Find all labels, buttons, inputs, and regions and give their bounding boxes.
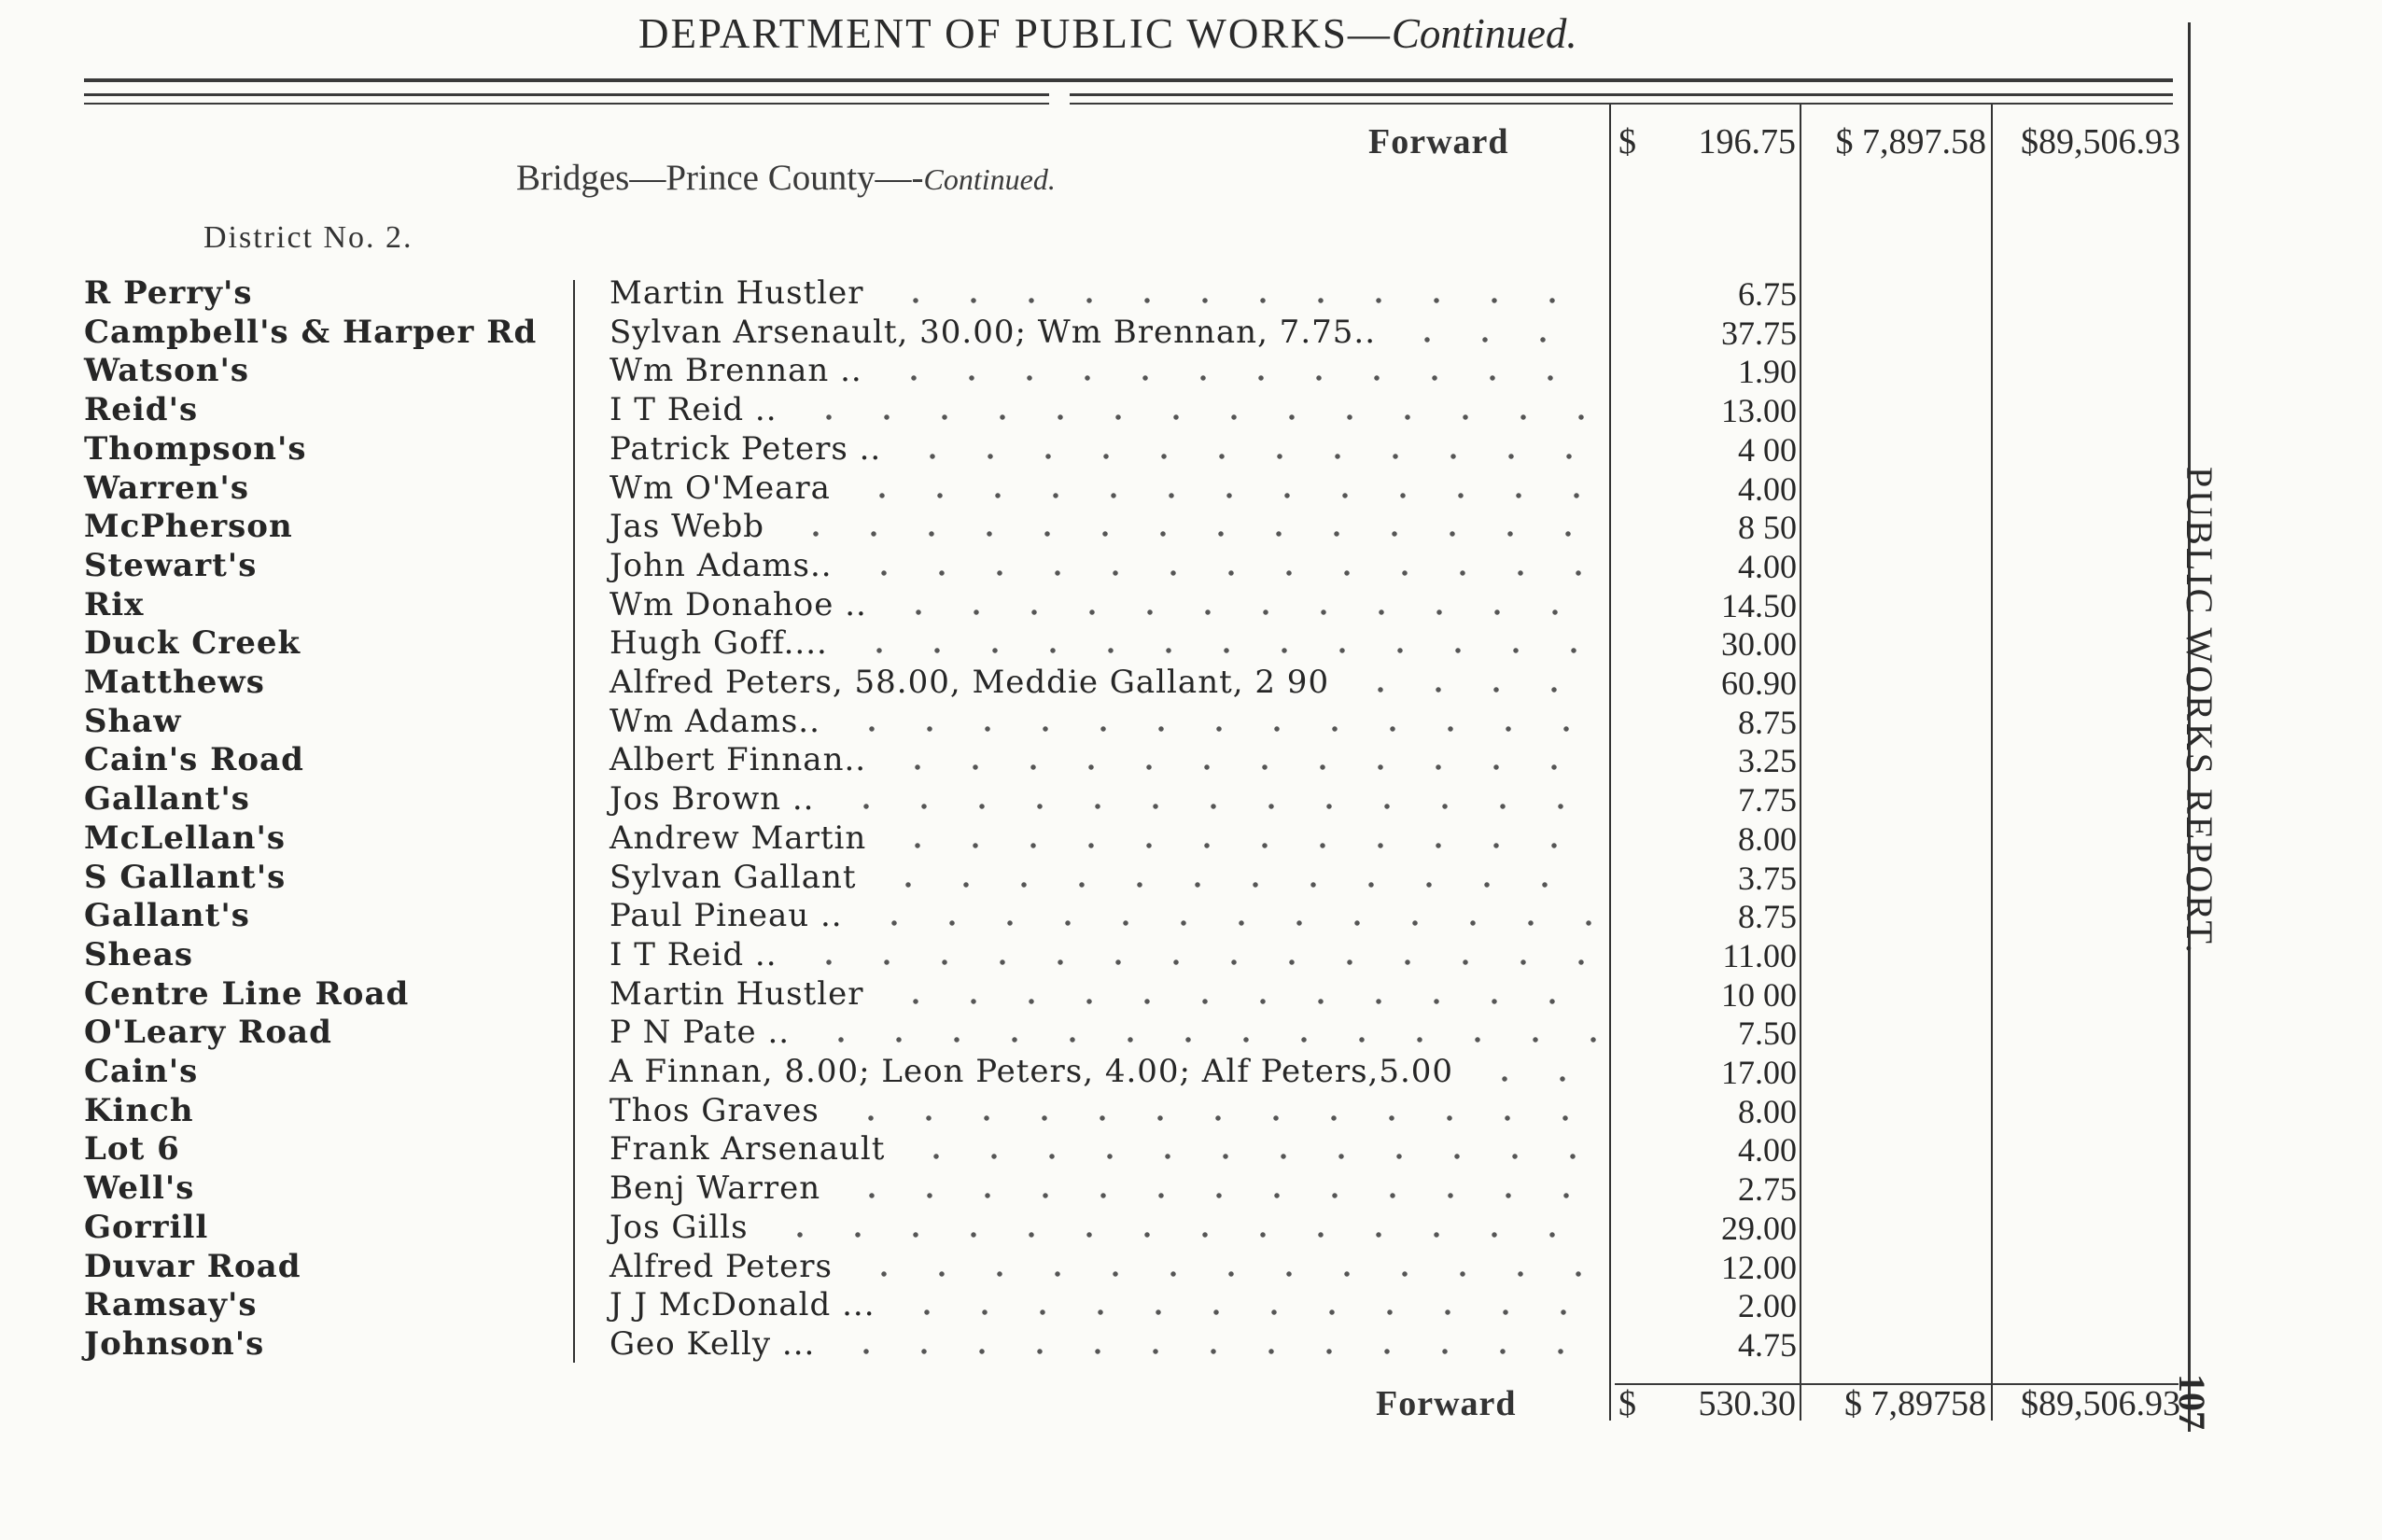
district-heading: District No. 2. [203, 220, 413, 255]
forward-bottom-col2: $ 7,89758 [1844, 1384, 1986, 1423]
dot-leader [1476, 1075, 1598, 1083]
row-location: Cain's Road [84, 741, 304, 779]
dot-leader [885, 374, 1598, 382]
forward-top-col3: $89,506.93 [2021, 122, 2180, 161]
table-row [0, 586, 2382, 625]
row-amount: 4.00 [1738, 1131, 1797, 1169]
dot-leader [879, 881, 1598, 889]
row-payee: Alfred Peters [610, 1247, 833, 1285]
row-payee: Sylvan Gallant [610, 858, 857, 896]
row-location: Stewart's [84, 546, 258, 584]
row-location: Well's [84, 1169, 195, 1208]
row-payee: I T Reid .. [610, 391, 778, 429]
row-payee: Jos Gills [610, 1208, 749, 1246]
row-amount: 30.00 [1721, 625, 1797, 664]
section-subheading-text: Bridges—Prince County—- [516, 158, 924, 198]
table-row [0, 1130, 2382, 1169]
row-amount: 3.25 [1738, 742, 1797, 780]
dot-leader [842, 1114, 1598, 1122]
forward-bottom-col3: $89,506.93 [2021, 1384, 2180, 1423]
row-amount: 37.75 [1721, 314, 1797, 352]
row-amount: 4.00 [1738, 547, 1797, 585]
row-amount: 4.00 [1738, 469, 1797, 508]
row-amount: 7.50 [1738, 1015, 1797, 1053]
row-location: Gallant's [84, 897, 250, 935]
row-location: S Gallant's [84, 858, 287, 896]
row-payee: Wm Brennan .. [610, 352, 862, 390]
row-location: Johnson's [84, 1324, 265, 1363]
table-row [0, 1092, 2382, 1131]
page-header [638, 9, 1577, 58]
row-payee: Jas Webb [610, 508, 764, 546]
row-payee: A Finnan, 8.00; Leon Peters, 4.00; Alf Peters,5.00 [610, 1053, 1454, 1090]
dot-leader [889, 842, 1598, 849]
row-amount: 3.75 [1738, 859, 1797, 897]
table-row [0, 859, 2382, 898]
row-amount: 1.90 [1738, 353, 1797, 391]
row-amount: 8 50 [1738, 509, 1797, 547]
row-amount: 12.00 [1721, 1248, 1797, 1286]
table-row [0, 1325, 2382, 1365]
row-payee: Paul Pineau .. [610, 897, 843, 935]
forward-top-dollar: $ [1618, 122, 1636, 161]
row-location: Shaw [84, 702, 182, 740]
dot-leader [887, 998, 1598, 1005]
row-payee: Albert Finnan.. [610, 741, 867, 779]
row-location: Centre Line Road [84, 974, 410, 1013]
row-payee: Alfred Peters, 58.00, Meddie Gallant, 2 90 [610, 664, 1330, 701]
table-row [0, 1248, 2382, 1287]
row-payee: Wm O'Meara [610, 469, 831, 507]
row-amount: 13.00 [1721, 392, 1797, 430]
row-amount: 8.00 [1738, 819, 1797, 858]
page-number: 107 [2171, 1374, 2213, 1430]
forward-top-col2: $ 7,897.58 [1835, 122, 1986, 161]
row-amount: 4.75 [1738, 1325, 1797, 1364]
table-row [0, 430, 2382, 469]
table-row [0, 391, 2382, 430]
dot-leader [837, 1348, 1598, 1355]
row-payee: Frank Arsenault [610, 1130, 886, 1169]
row-location: Reid's [84, 391, 199, 429]
row-payee: Martin Hustler [610, 274, 864, 312]
dot-leader [787, 530, 1598, 538]
dot-leader [800, 413, 1598, 421]
row-payee: Wm Donahoe .. [610, 585, 867, 623]
row-amount: 8.75 [1738, 898, 1797, 936]
dot-leader [1352, 686, 1598, 693]
page-header-title: DEPARTMENT OF PUBLIC WORKS— [638, 10, 1392, 57]
row-payee: Martin Hustler [610, 974, 864, 1013]
side-running-title: PUBLIC WORKS REPORT. [2179, 467, 2221, 956]
row-location: Gorrill [84, 1208, 209, 1246]
header-rule-bottom-left [84, 93, 1049, 96]
row-location: Sheas [84, 935, 194, 973]
row-payee: Jos Brown .. [610, 780, 815, 819]
dot-leader [855, 1270, 1598, 1278]
row-amount: 10 00 [1721, 975, 1797, 1014]
row-location: McLellan's [84, 819, 287, 857]
table-row [0, 352, 2382, 391]
forward-bottom-label: Forward [1376, 1384, 1517, 1423]
section-subheading [516, 157, 1056, 199]
table-row [0, 897, 2382, 936]
forward-top-label: Forward [1368, 122, 1509, 161]
table-row [0, 780, 2382, 819]
row-payee: Hugh Goff.... [610, 624, 828, 663]
table-row [0, 1014, 2382, 1053]
row-amount: 2.75 [1738, 1170, 1797, 1209]
row-location: Kinch [84, 1091, 194, 1129]
row-location: Duvar Road [84, 1247, 301, 1285]
row-location: Thompson's [84, 429, 307, 468]
table-row [0, 469, 2382, 509]
forward-top-col1: 196.75 [1698, 122, 1796, 161]
table-row [0, 508, 2382, 547]
dot-leader [837, 803, 1598, 810]
row-amount: 11.00 [1722, 936, 1797, 974]
row-location: Cain's [84, 1053, 199, 1090]
row-location: Rix [84, 585, 145, 623]
forward-bottom-col1: 530.30 [1698, 1384, 1796, 1423]
row-location: Lot 6 [84, 1130, 180, 1169]
header-rule-thin-right [1070, 103, 2173, 105]
row-payee: I T Reid .. [610, 935, 778, 973]
row-location: Watson's [84, 352, 250, 390]
row-payee: Andrew Martin [610, 819, 867, 857]
dot-leader [889, 763, 1598, 771]
table-row [0, 547, 2382, 586]
dot-leader [771, 1231, 1598, 1239]
row-location: O'Leary Road [84, 1014, 332, 1052]
row-location: Warren's [84, 469, 249, 507]
dot-leader [1398, 336, 1598, 343]
table-row [0, 1209, 2382, 1248]
table-row [0, 741, 2382, 780]
forward-bottom-dollar: $ [1618, 1384, 1636, 1423]
row-payee: Benj Warren [610, 1169, 821, 1208]
row-payee: John Adams.. [610, 546, 833, 584]
row-payee: Geo Kelly ... [610, 1324, 816, 1363]
header-rule-thin-left [84, 103, 1049, 105]
dot-leader [865, 919, 1598, 927]
row-amount: 7.75 [1738, 781, 1797, 819]
dot-leader [843, 1192, 1598, 1199]
row-payee: P N Pate .. [610, 1014, 791, 1052]
table-row [0, 624, 2382, 664]
table-row [0, 1286, 2382, 1325]
header-rule-top [84, 78, 2173, 82]
row-location: McPherson [84, 508, 293, 546]
dot-leader [890, 609, 1598, 616]
row-amount: 8.00 [1738, 1092, 1797, 1130]
dot-leader [907, 1153, 1598, 1160]
table-row [0, 819, 2382, 859]
row-location: Gallant's [84, 780, 250, 819]
row-payee: Thos Graves [610, 1091, 820, 1129]
row-location: Duck Creek [84, 624, 301, 663]
row-amount: 60.90 [1721, 665, 1797, 702]
table-row [0, 1169, 2382, 1209]
page-header-continued: Continued. [1391, 10, 1577, 57]
row-amount: 14.50 [1721, 586, 1797, 624]
dot-leader [843, 725, 1598, 733]
row-payee: J J McDonald ... [610, 1286, 876, 1324]
dot-leader [853, 492, 1598, 499]
row-amount: 4 00 [1738, 430, 1797, 469]
table-row [0, 1053, 2382, 1092]
row-amount: 29.00 [1721, 1209, 1797, 1247]
table-row [0, 274, 2382, 314]
row-amount: 17.00 [1721, 1054, 1797, 1091]
dot-leader [800, 959, 1598, 966]
row-location: R Perry's [84, 274, 253, 312]
table-row [0, 936, 2382, 975]
dot-leader [812, 1036, 1598, 1043]
dot-leader [855, 569, 1598, 577]
dot-leader [887, 297, 1598, 304]
dot-leader [898, 1309, 1598, 1316]
table-row [0, 703, 2382, 742]
row-payee: Sylvan Arsenault, 30.00; Wm Brennan, 7.75.. [610, 313, 1376, 351]
row-amount: 8.75 [1738, 703, 1797, 741]
row-payee: Wm Adams.. [610, 702, 820, 740]
dot-leader [850, 647, 1598, 654]
table-row [0, 975, 2382, 1015]
row-amount: 6.75 [1738, 275, 1797, 313]
header-rule-bottom-right [1070, 93, 2173, 96]
row-amount: 2.00 [1738, 1287, 1797, 1325]
row-location: Ramsay's [84, 1286, 258, 1324]
row-payee: Patrick Peters .. [610, 429, 882, 468]
dot-leader [904, 453, 1598, 460]
table-row [0, 314, 2382, 353]
row-location: Matthews [84, 664, 265, 701]
row-location: Campbell's & Harper Rd [84, 313, 538, 351]
table-row [0, 664, 2382, 703]
section-subheading-continued: Continued. [923, 162, 1056, 196]
